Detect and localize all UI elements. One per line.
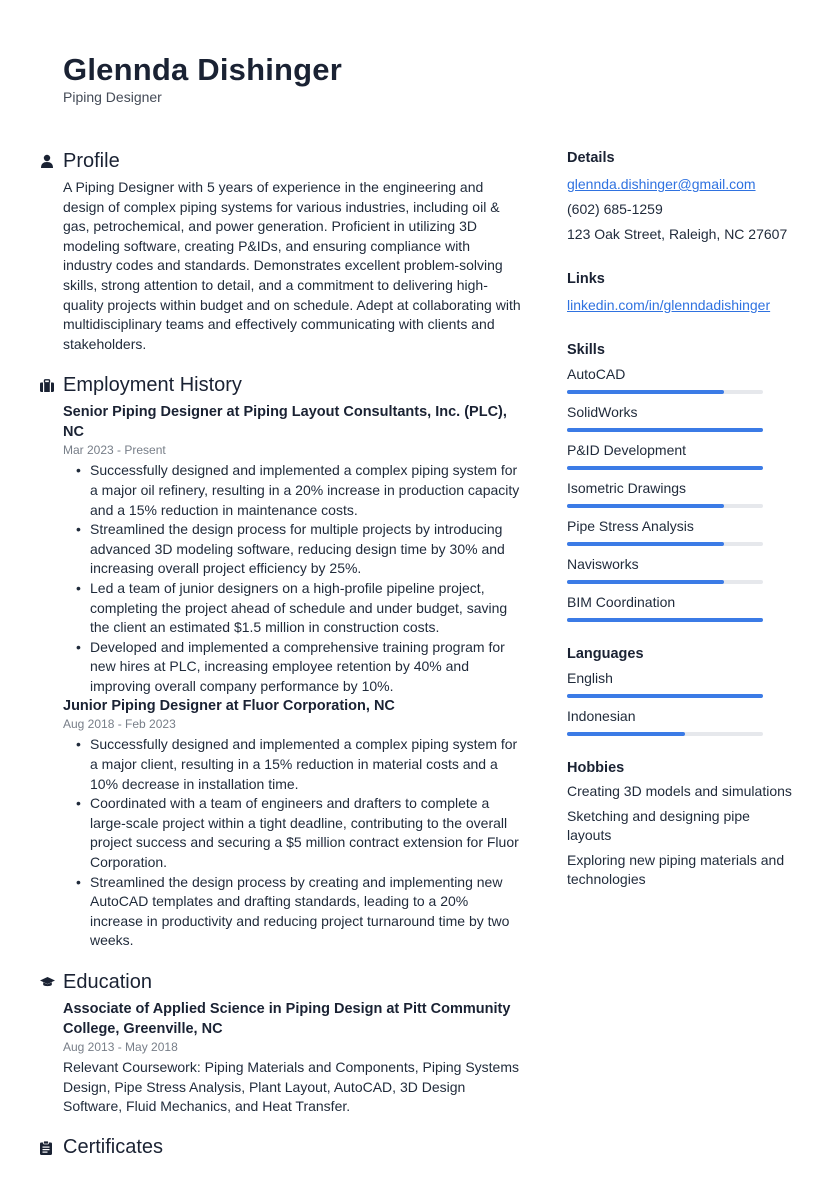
job-date: Aug 2018 - Feb 2023 — [63, 717, 176, 732]
language-level-bar — [567, 732, 763, 736]
hobby-item: Exploring new piping materials and technologies — [567, 851, 785, 888]
skill-name: AutoCAD — [567, 366, 626, 382]
skill-name: Isometric Drawings — [567, 480, 687, 496]
skill-level-fill — [567, 428, 763, 432]
profile-section — [40, 148, 522, 354]
language — [567, 706, 797, 736]
sidebar — [567, 148, 797, 912]
skill — [567, 554, 797, 584]
skill-level-bar — [567, 504, 763, 508]
degree-title: Associate of Applied Science in Piping Design at Pitt Community College, Greenville, NC — [63, 1001, 511, 1037]
education-coursework: Relevant Coursework: Piping Materials and Components, Piping Systems Design, Pipe Stress Analysis, Plant Layout, AutoCAD, 3D Design Software, Fluid Mechanics, and Heat Transfer. — [63, 1059, 519, 1115]
list-item: • Streamlined the design process for multiple projects by introducing advanced 3D modeling software, reducing design time by 30% and increasing overall project efficiency by 25%. — [90, 520, 522, 579]
certificates-section — [40, 1135, 522, 1161]
language-level-fill — [567, 694, 763, 698]
list-item: • Streamlined the design process by creating and implementing new AutoCAD templates and drafting standards, leading to a 20% increase in productivity and reducing project turnaround time by two weeks. — [90, 873, 522, 951]
skills-heading: Skills — [567, 342, 605, 358]
skill-level-fill — [567, 580, 724, 584]
skills-block — [567, 340, 797, 622]
skill-level-fill — [567, 466, 763, 470]
language-level-fill — [567, 732, 685, 736]
skill-level-fill — [567, 542, 724, 546]
job-title: Junior Piping Designer at Fluor Corporation, NC — [63, 698, 395, 715]
list-item: • Developed and implemented a comprehensive training program for new hires at PLC, increasing employee retention by 40% and improving overall company performance by 10%. — [90, 638, 522, 697]
job-title: Senior Piping Designer at Piping Layout Consultants, Inc. (PLC), NC — [63, 404, 507, 441]
phone-number: (602) 685-1259 — [567, 201, 663, 217]
briefcase-icon — [40, 379, 63, 392]
certificates-heading: Certificates — [63, 1136, 164, 1159]
profile-summary: A Piping Designer with 5 years of experience in the engineering and design of complex piping systems for various industries, including oil & gas, petrochemical, and power generation. Proficient in utilizing 3D modeling software, creating P&IDs, and ensuring compliance with industry codes and standards. Demonstrates excellent problem-solving skills, strong attention to detail, and a commitment to delivering high-quality projects within budget and on schedule. Adept at collaborating with multidisciplinary teams and effectively communicating with clients and stakeholders. — [63, 179, 521, 352]
skill-level-fill — [567, 504, 724, 508]
languages-block — [567, 644, 797, 736]
job-entry — [63, 402, 522, 696]
hobbies-heading: Hobbies — [567, 760, 625, 776]
skill-level-fill — [567, 390, 724, 394]
list-item: • Successfully designed and implemented a complex piping system for a major client, resulting in a 15% reduction in material costs and a 10% decrease in installation time. — [90, 735, 522, 794]
links-heading: Links — [567, 271, 605, 287]
skill — [567, 440, 797, 470]
job-entry — [63, 696, 522, 951]
person-icon — [40, 154, 63, 168]
resume-header — [63, 52, 342, 105]
list-item: • Successfully designed and implemented a complex piping system for a major oil refinery, resulting in a 20% increase in production capacity and a 15% reduction in maintenance costs. — [90, 461, 522, 520]
skill-level-bar — [567, 466, 763, 470]
skill — [567, 478, 797, 508]
skill-level-bar — [567, 580, 763, 584]
skill-name: Pipe Stress Analysis — [567, 518, 694, 534]
skill-name: SolidWorks — [567, 404, 638, 420]
employment-heading: Employment History — [63, 373, 242, 396]
language-level-bar — [567, 694, 763, 698]
hobby-item: Sketching and designing pipe layouts — [567, 807, 750, 844]
graduation-cap-icon — [40, 976, 63, 988]
skill-level-fill — [567, 618, 763, 622]
skill-level-bar — [567, 618, 763, 622]
details-block — [567, 148, 797, 247]
education-section — [40, 969, 522, 1117]
job-bullets — [63, 735, 522, 951]
details-heading: Details — [567, 150, 615, 166]
education-date: Aug 2013 - May 2018 — [63, 1040, 178, 1054]
language — [567, 668, 797, 698]
language-name: English — [567, 670, 613, 686]
skill-name: P&ID Development — [567, 442, 687, 458]
list-item: • Coordinated with a team of engineers and drafters to complete a large-scale project within a tight deadline, contributing to the overall project success and securing a $5 million contract extension for Fluor Corporation. — [90, 794, 522, 872]
skill-name: BIM Coordination — [567, 594, 676, 610]
language-name: Indonesian — [567, 708, 636, 724]
clipboard-icon — [40, 1141, 63, 1155]
education-heading: Education — [63, 970, 152, 993]
email-link[interactable]: glennda.dishinger@gmail.com — [567, 176, 756, 192]
job-date: Mar 2023 - Present — [63, 443, 166, 458]
list-item: • Led a team of junior designers on a high-profile pipeline project, completing the project ahead of schedule and under budget, saving the client an estimated $1.5 million in construction costs. — [90, 579, 522, 638]
languages-heading: Languages — [567, 646, 644, 662]
candidate-title: Piping Designer — [63, 89, 162, 105]
skill — [567, 592, 797, 622]
skill-level-bar — [567, 428, 763, 432]
profile-heading: Profile — [63, 149, 120, 172]
employment-section — [40, 372, 522, 951]
hobby-item: Creating 3D models and simulations — [567, 783, 792, 799]
skill-name: Navisworks — [567, 556, 639, 572]
skill-level-bar — [567, 390, 763, 394]
main-column — [40, 148, 522, 1179]
candidate-name: Glennda Dishinger — [63, 52, 342, 87]
job-bullets — [63, 461, 522, 696]
skill — [567, 364, 797, 394]
links-block — [567, 269, 797, 318]
address: 123 Oak Street, Raleigh, NC 27607 — [567, 226, 788, 242]
hobbies-block — [567, 758, 797, 890]
skill — [567, 516, 797, 546]
linkedin-link[interactable]: linkedin.com/in/glenndadishinger — [567, 297, 771, 313]
skill — [567, 402, 797, 432]
skill-level-bar — [567, 542, 763, 546]
